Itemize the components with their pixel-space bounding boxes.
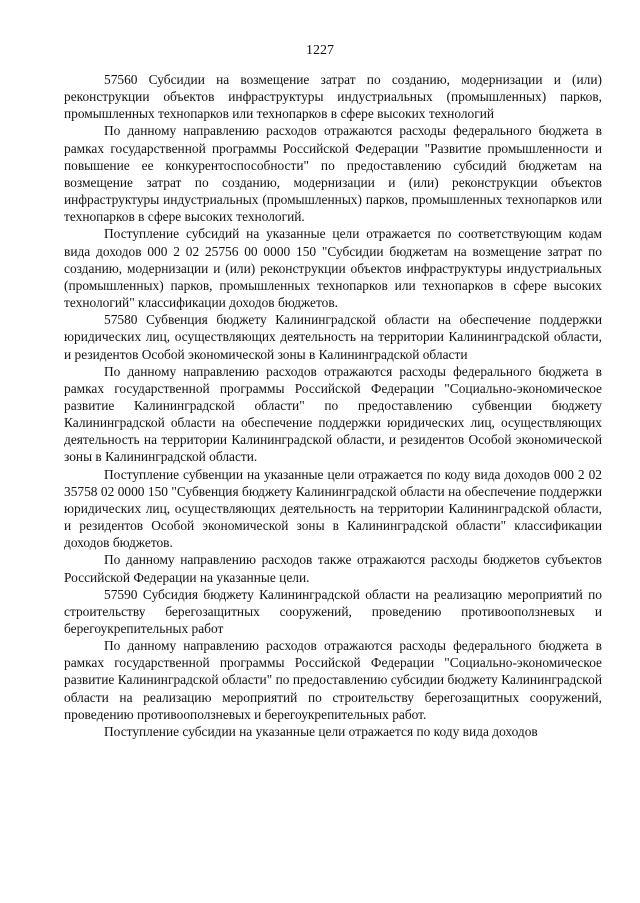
paragraph-57580-expenses: По данному направлению расходов отражаются расходы федерального бюджета в рамках государственной программы Российской Федерации "Социально-экономическое развитие Калининградской области" по предоставлению субвенции бюджету Калининградской области на обеспечение поддержки юридических лиц, осуществляющих деятельность на территории Калининградской области, и резидентов Особой экономической зоны в Калининградской области. — [64, 363, 602, 465]
paragraph-57580-regional: По данному направлению расходов также отражаются расходы бюджетов субъектов Российской Федерации на указанные цели. — [64, 552, 602, 585]
paragraph-57590-income: Поступление субсидии на указанные цели отражается по коду вида доходов — [104, 723, 538, 739]
paragraph-57560-income: Поступление субсидий на указанные цели отражается по соответствующим кодам вида доходов 000 2 02 25756 00 0000 150 "Субсидии бюджетам на возмещение затрат по созданию, модернизации и (или) реконструкции объектов инфраструктуры индустриальных (промышленных) парков, промышленных технопарков или технопарков в сфере высоких технологий" классификации доходов бюджетов. — [64, 226, 602, 311]
paragraph-57590-heading: 57590 Субсидия бюджету Калининградской области на реализацию мероприятий по строительству берегозащитных сооружений, проведению противооползневых и берегоукрепительных работ — [64, 586, 602, 636]
paragraph-57590-expenses: По данному направлению расходов отражаются расходы федерального бюджета в рамках государственной программы Российской Федерации "Социально-экономическое развитие Калининградской области" по предоставлению субсидии бюджету Калининградской области на реализацию мероприятий по строительству берегозащитных сооружений, проведению противооползневых и берегоукрепительных работ. — [64, 638, 602, 722]
page-number: 1227 — [306, 43, 334, 58]
paragraph-57580-heading: 57580 Субвенция бюджету Калининградской области на обеспечение поддержки юридических лиц, осуществляющих деятельность на территории Калининградской области, и резидентов Особой экономической зоны в Калининградской области — [64, 312, 602, 362]
paragraph-57560-heading: 57560 Субсидии на возмещение затрат по созданию, модернизации и (или) реконструкции объектов инфраструктуры индустриальных (промышленных) парков, промышленных технопарков или технопарков в сфере высоких технологий — [64, 72, 602, 122]
paragraph-57580-income: Поступление субвенции на указанные цели отражается по коду вида доходов 000 2 02 35758 02 0000 150 "Субвенция бюджету Калининградской области на обеспечение поддержки юридических лиц, осуществляющих деятельность на территории Калининградской области, и резидентов Особой экономической зоны в Калининградской области" классификации доходов бюджетов. — [64, 466, 602, 551]
paragraph-57560-expenses: По данному направлению расходов отражаются расходы федерального бюджета в рамках государственной программы Российской Федерации "Развитие промышленности и повышение ее конкурентоспособности" по предоставлению субсидий бюджетам на возмещение затрат по созданию, модернизации и (или) реконструкции объектов инфраструктуры индустриальных (промышленных) парков, промышленных технопарков или технопарков в сфере высоких технологий. — [64, 123, 602, 225]
document-body — [64, 71, 602, 740]
